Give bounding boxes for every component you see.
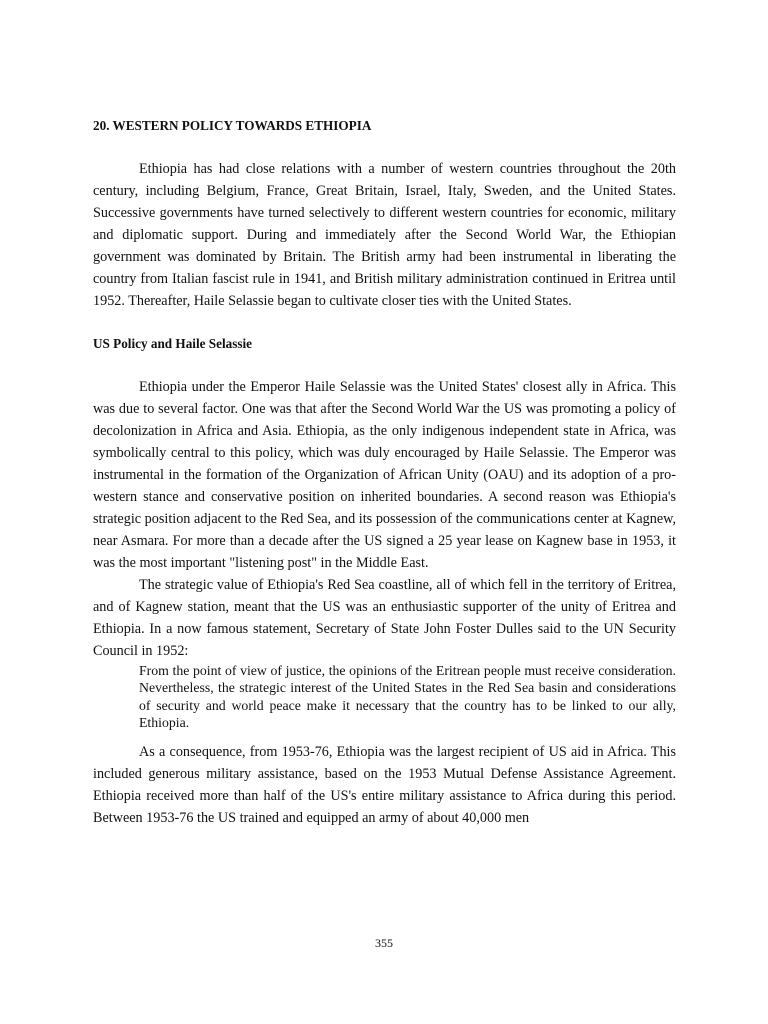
subsection-heading: US Policy and Haile Selassie <box>93 336 252 351</box>
paragraph-red-sea: The strategic value of Ethiopia's Red Sea coastline, all of which fell in the territory of Eritrea, and of Kagnew station, meant that the US was an enthusiastic supporter of the unity of Eritrea and Ethiopia. In a now famous statement, Secretary of State John Foster Dulles said to the UN Security Council in 1952: <box>93 577 676 659</box>
document-page <box>93 115 676 829</box>
dulles-quote: From the point of view of justice, the opinions of the Eritrean people must receive consideration. Nevertheless, the strategic interest of the United States in the Red Sea basin and considerations of security and world peace make it necessary that the country has to be linked to our ally, Ethiopia. <box>139 663 676 730</box>
page-number: 355 <box>375 936 393 950</box>
paragraph-haile-selassie: Ethiopia under the Emperor Haile Selassie was the United States' closest ally in Africa. This was due to several factor. One was that after the Second World War the US was promoting a policy of decolonization in Africa and Asia. Ethiopia, as the only indigenous independent state in Africa, was symbolically central to this policy, which was duly encouraged by Haile Selassie. The Emperor was instrumental in the formation of the Organization of African Unity (OAU) and its adoption of a pro-western stance and conservative position on inherited boundaries. A second reason was Ethiopia's strategic position adjacent to the Red Sea, and its possession of the communications center at Kagnew, near Asmara. For more than a decade after the US signed a 25 year lease on Kagnew base in 1953, it was the most important "listening post" in the Middle East. <box>93 379 676 571</box>
paragraph-us-aid: As a consequence, from 1953-76, Ethiopia was the largest recipient of US aid in Africa. This included generous military assistance, based on the 1953 Mutual Defense Assistance Agreement. Ethiopia received more than half of the US's entire military assistance to Africa during this period. Between 1953-76 the US trained and equipped an army of about 40,000 men <box>93 744 676 827</box>
section-title: 20. WESTERN POLICY TOWARDS ETHIOPIA <box>93 118 372 133</box>
intro-paragraph: Ethiopia has had close relations with a number of western countries throughout the 20th century, including Belgium, France, Great Britain, Israel, Italy, Sweden, and the United States. Successive governments have turned selectively to different western countries for economic, military and diplomatic support. During and immediately after the Second World War, the Ethiopian government was dominated by Britain. The British army had been instrumental in liberating the country from Italian fascist rule in 1941, and British military administration continued in Eritrea until 1952. Thereafter, Haile Selassie began to cultivate closer ties with the United States. <box>93 161 676 309</box>
